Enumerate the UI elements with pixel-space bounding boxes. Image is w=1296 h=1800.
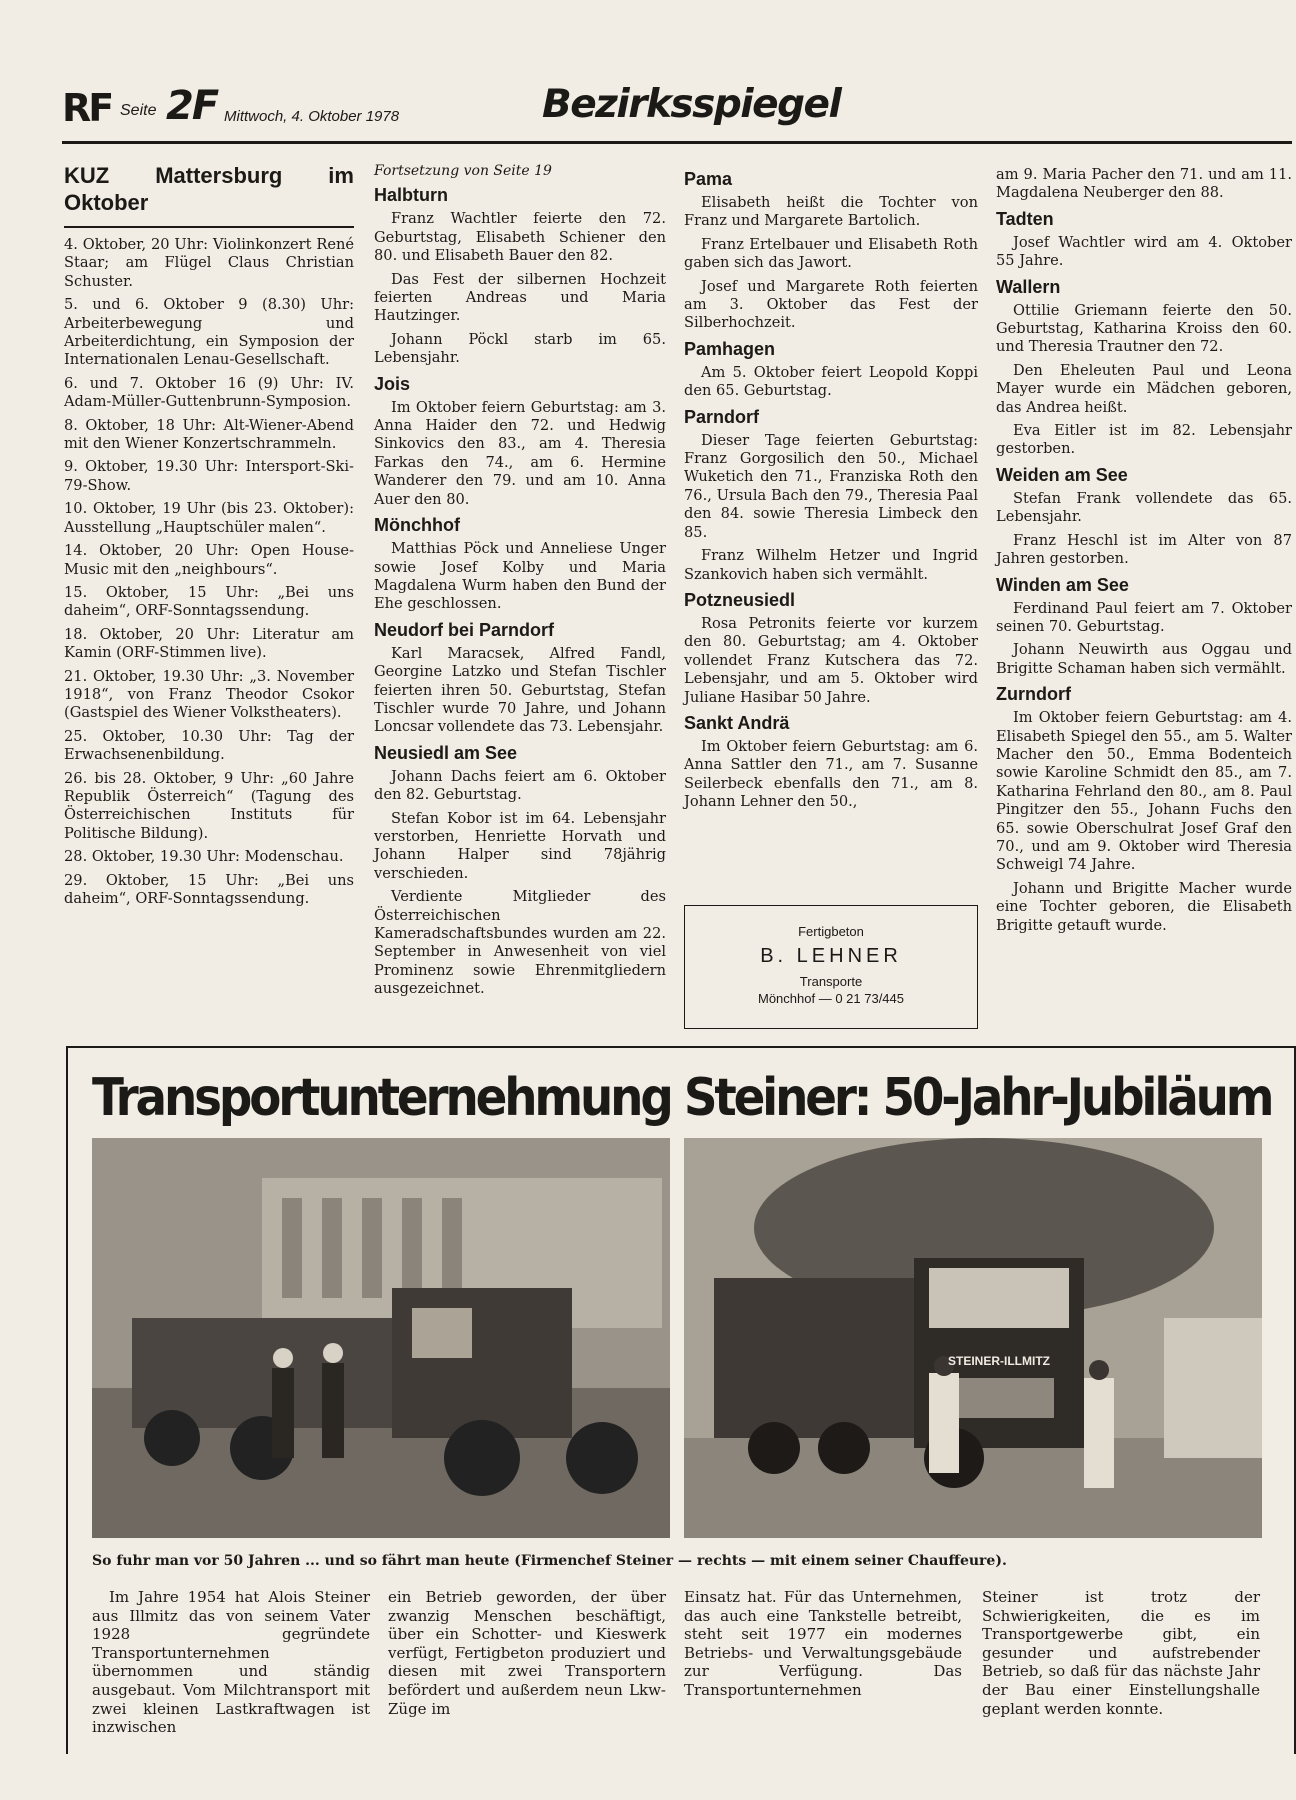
news-paragraph: Elisabeth heißt die Tochter von Franz und Margarete Bartolich. [684, 194, 978, 230]
issue-date: Mittwoch, 4. Oktober 1978 [224, 108, 400, 125]
news-paragraph: Johann Dachs feiert am 6. Oktober den 82. Geburtstag. [374, 767, 666, 804]
news-paragraph: Stefan Kobor ist im 64. Lebensjahr verstorben, Henriette Horvath und Johann Halper sind 78jährig verschieden. [374, 809, 666, 882]
newspaper-logo: RF [62, 86, 112, 130]
news-paragraph: Rosa Petronits feierte vor kurzem den 80. Geburtstag; am 4. Oktober vollendet Franz Kutschera das 72. Lebensjahr, und am 5. Oktober wird Juliane Hasibar 50 Jahre. [684, 614, 978, 706]
news-paragraph: Das Fest der silbernen Hochzeit feierten Andreas und Maria Hautzinger. [374, 270, 666, 325]
old-truck-illustration [92, 1138, 670, 1538]
news-paragraph: Im Oktober feiern Geburtstag: am 4. Elisabeth Spiegel den 55., am 5. Walter Macher den 50., Emma Bodenteich sowie Karoline Schmidt den 85., am 7. Katharina Fehrland den 80., am 8. Paul Pingitzer den 55., Johann Fuchs den 65. sowie Oberschulrat Josef Graf den 70., und am 9. Oktober wird Theresia Schweigl 74 Jahre. [996, 709, 1292, 874]
kuz-event: 25. Oktober, 10.30 Uhr: Tag der Erwachsenenbildung. [64, 727, 354, 764]
news-paragraph: Im Oktober feiern Geburtstag: am 6. Anna Sattler den 71., am 7. Susanne Seilerbeck ebenfalls den 71., am 8. Johann Lehner den 50., [684, 737, 978, 811]
place-heading: Zurndorf [996, 684, 1071, 705]
article-column-2 [388, 1588, 666, 1718]
kuz-column [64, 162, 354, 913]
news-paragraph: Johann und Brigitte Macher wurde eine Tochter geboren, die Elisabeth Brigitte getauft wurde. [996, 879, 1292, 934]
article-paragraph: ein Betrieb geworden, der über zwanzig Menschen beschäftigt, über ein Schotter- und Kieswerk verfügt, Fertigbeton produziert und diesen mit zwei Transportern befördert und außerdem neun Lkw-Züge im [388, 1588, 666, 1718]
article-column-4 [982, 1588, 1260, 1718]
news-paragraph: Verdiente Mitglieder des Österreichischen Kameradschaftsbundes wurden am 22. September in Anwesenheit von viel Prominenz sowie Ehrenmitgliedern ausgezeichnet. [374, 888, 666, 998]
place-heading: Pamhagen [684, 338, 776, 359]
article-paragraph: Einsatz hat. Für das Unternehmen, das auch eine Tankstelle betreibt, steht seit 1977 ein modernes Betriebs- und Verwaltungsgebäude zur Verfügung. Das Transportunternehmen [684, 1588, 962, 1699]
kuz-event: 6. und 7. Oktober 16 (9) Uhr: IV. Adam-Müller-Guttenbrunn-Symposion. [64, 374, 354, 411]
place-heading: Jois [374, 373, 411, 394]
kuz-event: 26. bis 28. Oktober, 9 Uhr: „60 Jahre Republik Österreich“ (Tagung des Österreichischen Instituts für Politische Bildung). [64, 769, 354, 842]
ad-contact: Mönchhof — 0 21 73/445 [758, 991, 904, 1006]
ad-company-name: B. LEHNER [760, 945, 902, 967]
column-3 [684, 164, 978, 817]
masthead [62, 84, 1292, 140]
place-heading: Pama [684, 169, 733, 189]
column-4 [996, 166, 1292, 940]
kuz-event: 29. Oktober, 15 Uhr: „Bei uns daheim“, ORF-Sonntagssendung. [64, 871, 354, 907]
kuz-event: 4. Oktober, 20 Uhr: Violinkonzert René Staar; am Flügel Claus Christian Schuster. [64, 236, 354, 290]
kuz-title-rule [64, 226, 354, 228]
news-paragraph: Ottilie Griemann feierte den 50. Geburtstag, Katharina Kroiss den 60. und Theresia Trautner den 72. [996, 301, 1292, 356]
column-3-sections [684, 168, 978, 812]
place-heading: Wallern [996, 276, 1061, 297]
place-heading: Sankt Andrä [684, 712, 790, 733]
place-heading: Neusiedl am See [374, 742, 518, 763]
news-paragraph: Dieser Tage feierten Geburtstag: Franz Gorgosilich den 50., Michael Wuketich den 71., Franziska Roth den 76., Ursula Bach den 79., Theresia Paal den 84. sowie Theresia Limbeck den 85. [684, 431, 978, 541]
photo-caption: So fuhr man vor 50 Jahren ... und so fährt man heute (Firmenchef Steiner — rechts — mit einem seiner Chauffeure). [92, 1553, 1007, 1569]
article-column-3 [684, 1588, 962, 1700]
modern-truck-illustration [684, 1138, 1262, 1538]
ad-line-transporte: Transporte [799, 974, 863, 989]
news-paragraph: Franz Ertelbauer und Elisabeth Roth gaben sich das Jawort. [684, 235, 978, 272]
kuz-event: 18. Oktober, 20 Uhr: Literatur am Kamin (ORF-Stimmen live). [64, 625, 354, 662]
news-paragraph: Franz Wilhelm Hetzer und Ingrid Szankovich haben sich vermählt. [684, 547, 978, 583]
news-paragraph: Eva Eitler ist im 82. Lebensjahr gestorben. [996, 422, 1292, 458]
column-2 [374, 162, 666, 1004]
article-paragraph: Im Jahre 1954 hat Alois Steiner aus Illmitz das von seinem Vater 1928 gegründete Transportunternehmen übernommen und ständig ausgebaut. Vom Milchtransport mit zwei kleinen Lastkraftwagen ist inzwischen [92, 1588, 370, 1737]
kuz-event: 10. Oktober, 19 Uhr (bis 23. Oktober): Ausstellung „Hauptschüler malen“. [64, 500, 354, 536]
continuation-note: Fortsetzung von Seite 19 [374, 163, 552, 179]
news-paragraph: Im Oktober feiern Geburtstag: am 3. Anna Haider den 72. und Hedwig Sinkovics den 83., am 4. Theresia Farkas den 74., am 6. Hermine Wanderer den 79. und am 10. Anna Auer den 80. [374, 398, 666, 508]
news-paragraph: Franz Heschl ist im Alter von 87 Jahren gestorben. [996, 531, 1292, 568]
article-column-1 [92, 1588, 370, 1737]
column-4-sections [996, 208, 1292, 935]
ad-line-fertigbeton: Fertigbeton [798, 924, 864, 939]
place-heading: Halbturn [374, 185, 448, 206]
kuz-event: 21. Oktober, 19.30 Uhr: „3. November 1918“, von Franz Theodor Csokor (Gastspiel des Wiener Volkstheaters). [64, 667, 354, 722]
place-heading: Parndorf [684, 406, 760, 427]
news-paragraph: Johann Neuwirth aus Oggau und Brigitte Schaman haben sich vermählt. [996, 641, 1292, 677]
masthead-rule [62, 141, 1292, 144]
place-heading: Weiden am See [996, 464, 1128, 485]
news-paragraph: Ferdinand Paul feiert am 7. Oktober seinen 70. Geburtstag. [996, 599, 1292, 635]
kuz-event: 8. Oktober, 18 Uhr: Alt-Wiener-Abend mit den Wiener Konzertschrammeln. [64, 416, 354, 453]
news-paragraph: Josef und Margarete Roth feierten am 3. Oktober das Fest der Silberhochzeit. [684, 277, 978, 332]
section-title: Bezirksspiegel [542, 82, 841, 127]
lehner-advertisement [684, 905, 978, 1029]
kuz-event: 14. Oktober, 20 Uhr: Open House-Music mit den „neighbours“. [64, 542, 354, 578]
place-heading: Neudorf bei Parndorf [374, 619, 555, 640]
news-paragraph: Stefan Frank vollendete das 65. Lebensjahr. [996, 489, 1292, 526]
kuz-event: 15. Oktober, 15 Uhr: „Bei uns daheim“, ORF-Sonntagssendung. [64, 583, 354, 620]
column-4-intro: am 9. Maria Pacher den 71. und am 11. Magdalena Neuberger den 88. [996, 166, 1292, 202]
page-number: 2F [166, 83, 218, 129]
place-heading: Tadten [996, 208, 1054, 229]
truck-sign: STEINER-ILLMITZ [948, 1354, 1050, 1368]
news-paragraph: Johann Pöckl starb im 65. Lebensjahr. [374, 330, 666, 367]
kuz-event-list [64, 236, 354, 908]
kuz-title: KUZ Mattersburg im Oktober [64, 163, 354, 215]
place-heading: Potzneusiedl [684, 589, 796, 610]
feature-headline: Transportunternehmung Steiner: 50-Jahr-Jubiläum [92, 1068, 1272, 1128]
photo-old-truck [92, 1138, 670, 1538]
photo-modern-truck [684, 1138, 1262, 1538]
kuz-event: 5. und 6. Oktober 9 (8.30) Uhr: Arbeiterbewegung und Arbeiterdichtung, ein Symposion der Internationalen Lenau-Gesellschaft. [64, 296, 354, 369]
news-paragraph: Karl Maracsek, Alfred Fandl, Georgine Latzko und Stefan Tischler feierten ihren 50. Geburtstag, Stefan Tischler wurde 70 Jahre, und Johann Loncsar vollendete das 73. Lebensjahr. [374, 644, 666, 736]
news-paragraph: Josef Wachtler wird am 4. Oktober 55 Jahre. [996, 233, 1292, 270]
news-paragraph: Am 5. Oktober feiert Leopold Koppi den 65. Geburtstag. [684, 363, 978, 400]
news-paragraph: Den Eheleuten Paul und Leona Mayer wurde ein Mädchen geboren, das Andrea heißt. [996, 361, 1292, 416]
kuz-event: 9. Oktober, 19.30 Uhr: Intersport-Ski-79-Show. [64, 458, 354, 494]
news-paragraph: Matthias Pöck und Anneliese Unger sowie Josef Kolby und Maria Magdalena Wurm haben den Bund der Ehe geschlossen. [374, 540, 666, 613]
article-paragraph: Steiner ist trotz der Schwierigkeiten, die es im Transportgewerbe gibt, ein gesunder und aufstrebender Betrieb, so daß für das nächste Jahr der Bau einer Einstellungshalle geplant werden konnte. [982, 1588, 1260, 1718]
column-2-sections [374, 184, 666, 998]
place-heading: Winden am See [996, 574, 1129, 595]
place-heading: Mönchhof [374, 515, 460, 536]
seite-label: Seite [120, 102, 157, 119]
kuz-event: 28. Oktober, 19.30 Uhr: Modenschau. [64, 848, 344, 866]
news-paragraph: Franz Wachtler feierte den 72. Geburtstag, Elisabeth Schiener den 80. und Elisabeth Bauer den 82. [374, 210, 666, 265]
